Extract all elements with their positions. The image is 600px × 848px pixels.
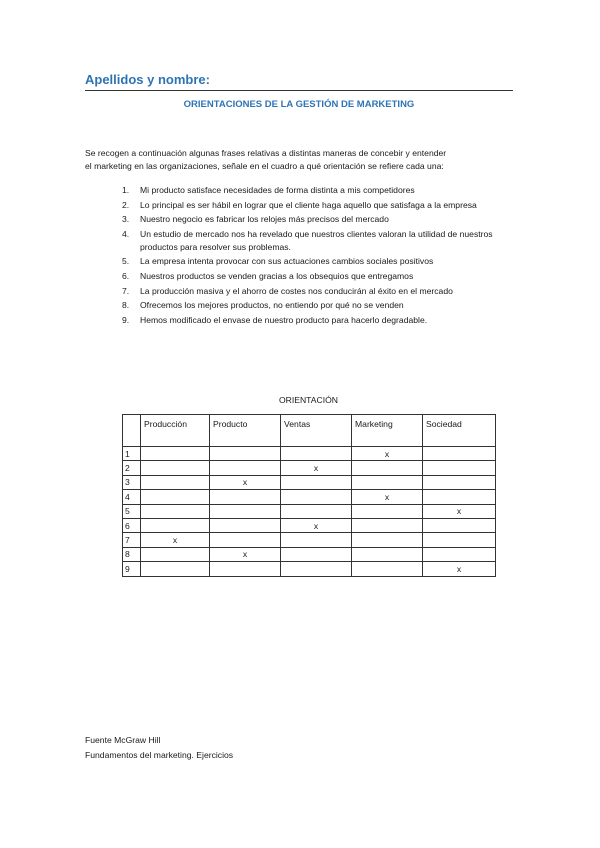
table-caption: ORIENTACIÓN xyxy=(278,395,339,405)
table-body xyxy=(123,447,496,577)
table-cell[interactable] xyxy=(281,447,352,461)
phrase-item xyxy=(122,285,517,298)
source-note xyxy=(85,733,233,763)
phrase-number: 4. xyxy=(122,228,130,239)
row-number: 8 xyxy=(123,547,141,561)
phrase-number: 6. xyxy=(122,270,130,281)
table-cell[interactable] xyxy=(210,518,281,532)
phrase-text: Lo principal es ser hábil en lograr que el cliente haga aquello que satisfaga a la empresa xyxy=(140,199,477,210)
table-cell[interactable] xyxy=(281,547,352,561)
table-cell[interactable] xyxy=(141,490,210,504)
table-cell[interactable]: x xyxy=(423,504,496,518)
table-cell[interactable]: x xyxy=(423,562,496,576)
table-cell[interactable] xyxy=(352,518,423,532)
table-cell[interactable] xyxy=(423,518,496,532)
phrase-text: La producción masiva y el ahorro de costes nos conducirán al éxito en el mercado xyxy=(140,285,453,296)
phrase-item xyxy=(122,270,517,283)
table-row xyxy=(123,533,496,547)
phrase-item xyxy=(122,255,517,268)
phrase-text: Un estudio de mercado nos ha revelado que nuestros clientes valoran la utilidad de nuestros productos para resolver sus problemas. xyxy=(140,228,493,252)
phrase-item xyxy=(122,199,517,212)
table-cell[interactable] xyxy=(210,562,281,576)
table-cell[interactable] xyxy=(281,533,352,547)
column-header-marketing: Marketing xyxy=(352,415,423,447)
phrase-number: 3. xyxy=(122,214,130,225)
row-number: 9 xyxy=(123,562,141,576)
table-cell[interactable] xyxy=(423,461,496,475)
intro-line-1: Se recogen a continuación algunas frases relativas a distintas maneras de concebir y entender xyxy=(85,148,447,158)
table-row xyxy=(123,475,496,489)
phrase-number: 8. xyxy=(122,300,130,311)
table-cell[interactable] xyxy=(352,504,423,518)
table-cell[interactable] xyxy=(281,504,352,518)
table-row xyxy=(123,461,496,475)
table-cell[interactable] xyxy=(423,475,496,489)
intro-line-2: el marketing en las organizaciones, señale en el cuadro a qué orientación se refiere cada una: xyxy=(85,161,444,171)
table-cell[interactable] xyxy=(141,547,210,561)
row-number: 2 xyxy=(123,461,141,475)
table-cell[interactable]: x xyxy=(281,461,352,475)
phrase-text: Nuestro negocio es fabricar los relojes más precisos del mercado xyxy=(140,214,389,225)
table-cell[interactable] xyxy=(141,504,210,518)
table-row xyxy=(123,447,496,461)
phrase-number: 1. xyxy=(122,185,130,195)
source-line-1: Fuente McGraw Hill xyxy=(85,735,161,745)
phrase-number: 9. xyxy=(122,314,130,325)
table-cell[interactable] xyxy=(352,475,423,489)
row-number: 6 xyxy=(123,518,141,532)
phrase-item xyxy=(122,314,517,327)
table-header-row xyxy=(123,415,496,447)
table-cell[interactable] xyxy=(210,490,281,504)
table-cell[interactable] xyxy=(141,518,210,532)
table-row xyxy=(123,547,496,561)
table-cell[interactable] xyxy=(210,461,281,475)
intro-paragraph xyxy=(85,147,515,173)
table-row xyxy=(123,490,496,504)
table-row xyxy=(123,562,496,576)
source-line-2: Fundamentos del marketing. Ejercicios xyxy=(85,750,234,760)
row-number: 3 xyxy=(123,475,141,489)
table-cell[interactable]: x xyxy=(210,547,281,561)
table-cell[interactable] xyxy=(210,447,281,461)
table-cell[interactable] xyxy=(352,461,423,475)
table-cell[interactable] xyxy=(141,461,210,475)
phrase-list xyxy=(122,184,517,328)
table-cell[interactable]: x xyxy=(352,490,423,504)
name-label: Apellidos y nombre: xyxy=(85,72,513,91)
orientation-table xyxy=(122,414,496,577)
phrase-text: Ofrecemos los mejores productos, no entiendo por qué no se venden xyxy=(140,300,404,311)
table-cell[interactable] xyxy=(423,490,496,504)
table-cell[interactable]: x xyxy=(352,447,423,461)
phrase-item xyxy=(122,228,517,254)
table-cell[interactable] xyxy=(423,533,496,547)
row-number: 4 xyxy=(123,490,141,504)
table-cell[interactable] xyxy=(141,562,210,576)
table-cell[interactable] xyxy=(141,447,210,461)
phrase-number: 2. xyxy=(122,199,130,210)
phrase-item xyxy=(122,299,517,312)
table-cell[interactable] xyxy=(352,547,423,561)
table-cell[interactable] xyxy=(281,490,352,504)
column-header-ventas: Ventas xyxy=(281,415,352,447)
table-cell[interactable] xyxy=(210,533,281,547)
table-cell[interactable] xyxy=(210,504,281,518)
table-cell[interactable] xyxy=(281,475,352,489)
column-header-producto: Producto xyxy=(210,415,281,447)
phrase-number: 5. xyxy=(122,256,130,267)
table-cell[interactable] xyxy=(281,562,352,576)
phrase-text: Nuestros productos se venden gracias a los obsequios que entregamos xyxy=(140,270,414,281)
column-header-sociedad: Sociedad xyxy=(423,415,496,447)
row-number: 5 xyxy=(123,504,141,518)
phrase-item xyxy=(122,213,517,226)
table-cell[interactable] xyxy=(352,562,423,576)
phrase-text: Hemos modificado el envase de nuestro producto para hacerlo degradable. xyxy=(140,314,428,325)
row-number: 1 xyxy=(123,447,141,461)
phrase-number: 7. xyxy=(122,285,130,296)
phrase-text: Mi producto satisface necesidades de forma distinta a mis competidores xyxy=(140,185,415,195)
table-row xyxy=(123,504,496,518)
table-cell[interactable] xyxy=(423,547,496,561)
table-cell[interactable]: x xyxy=(281,518,352,532)
phrase-text: La empresa intenta provocar con sus actuaciones cambios sociales positivos xyxy=(140,256,434,267)
table-cell[interactable] xyxy=(352,533,423,547)
table-cell[interactable] xyxy=(141,475,210,489)
table-cell[interactable]: x xyxy=(210,475,281,489)
table-row xyxy=(123,518,496,532)
column-header-produccion: Producción xyxy=(141,415,210,447)
row-number: 7 xyxy=(123,533,141,547)
corner-cell xyxy=(123,415,141,447)
table-cell[interactable] xyxy=(423,447,496,461)
document-title: ORIENTACIONES DE LA GESTIÓN DE MARKETING xyxy=(183,99,415,110)
phrase-item xyxy=(122,184,517,197)
table-cell[interactable]: x xyxy=(141,533,210,547)
